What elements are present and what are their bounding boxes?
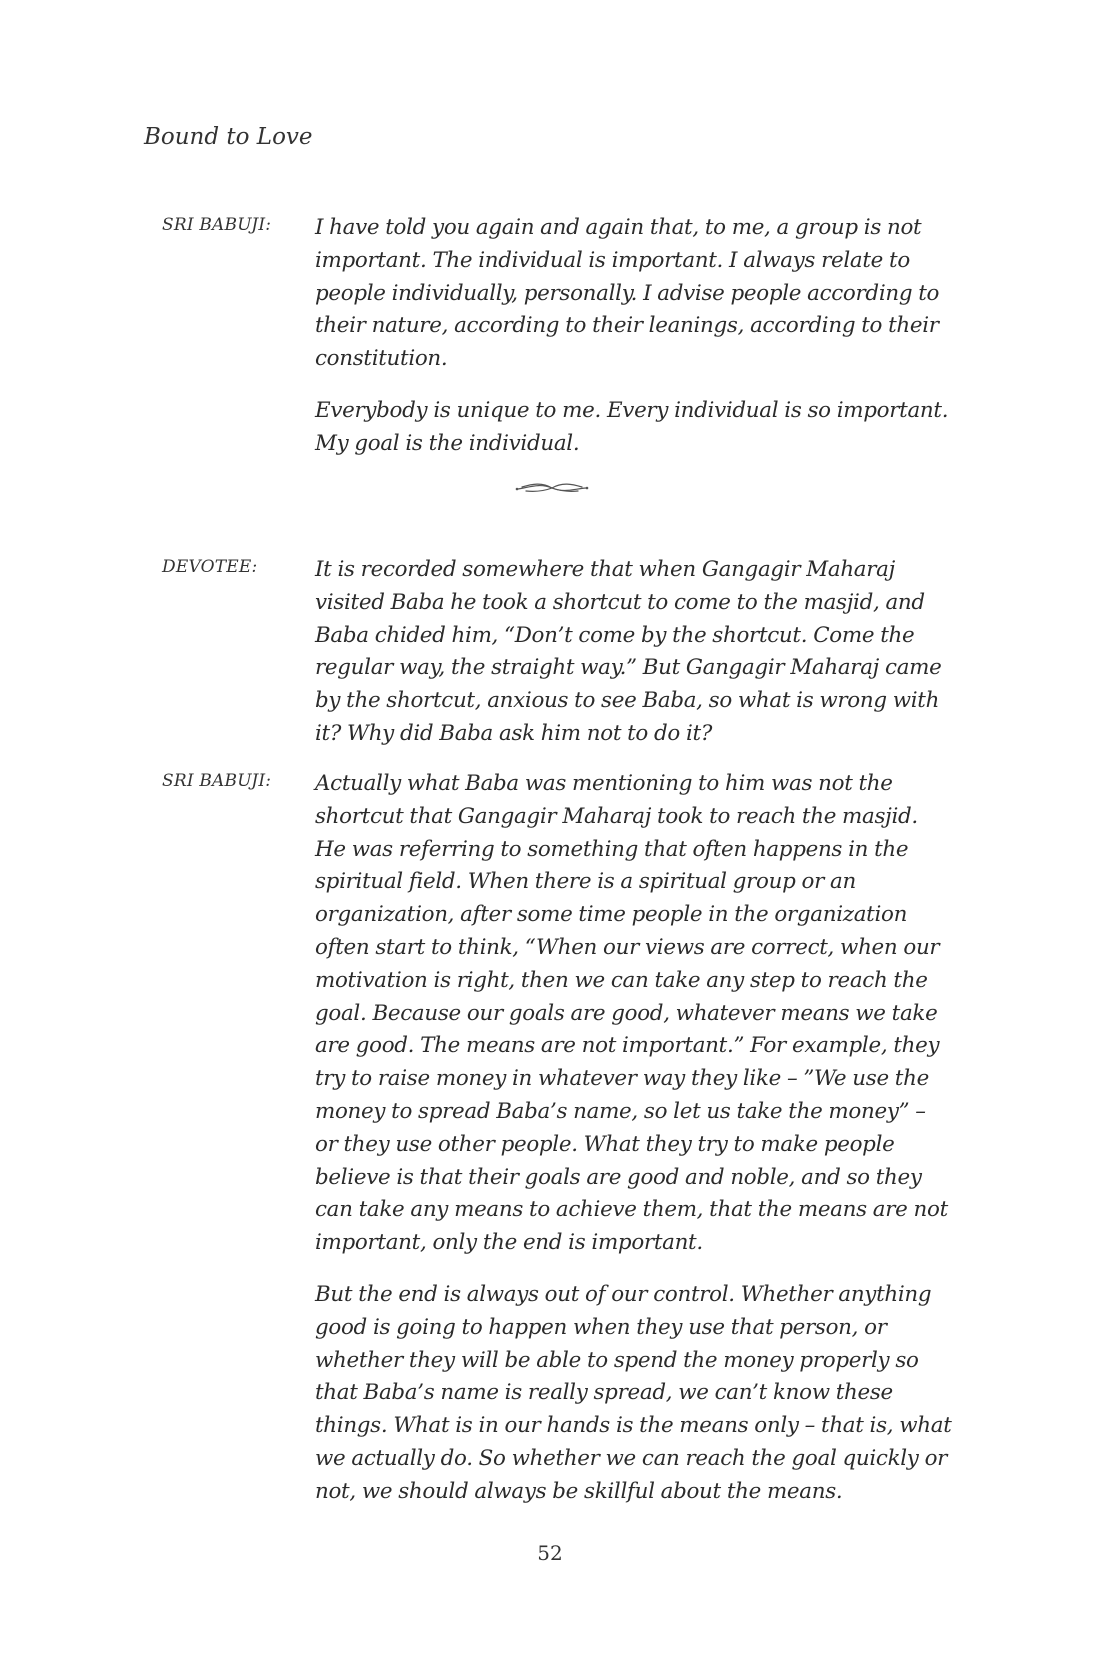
dialogue-entry [162,212,962,480]
dialogue-paragraph: Everybody is unique to me. Every individual is so important. My goal is the individual. [315,397,949,456]
dialogue-paragraph: It is recorded somewhere that when Gangagir Maharaj visited Baba he took a shortcut to come to the masjid, and Baba chided him, “Don’t come by the shortcut. Come the regular way, the straight way.” But Gangagir Maharaj came by the shortcut, anxious to see Baba, so what is wrong with it? Why did Baba ask him not to do it? [315,557,942,746]
dialogue-paragraph: But the end is always out of our control. Whether anything good is going to happen when they use that person, or whether they will be able to spend the money properly so that Baba’s name is really spread, we can’t know these things. What is in our hands is the means only – that is, what we actually do. So whether we can reach the goal quickly or not, we should always be skillful about the means. [315,1281,952,1504]
speaker-label: SRI BABUJI: [162,771,272,791]
dialogue-entry [162,768,962,1528]
ornamental-flourish-icon [514,479,590,497]
running-head-title: Bound to Love [144,124,313,150]
dialogue-entry [162,554,962,770]
dialogue-paragraph: I have told you again and again that, to me, a group is not important. The individual is important. I always relate to people individually, personally. I advise people according to their nature, according to their leanings, according to their constitution. [315,215,940,372]
speaker-label: DEVOTEE: [162,557,258,577]
page-number: 52 [537,1541,563,1565]
speaker-label: SRI BABUJI: [162,215,272,235]
dialogue-paragraph: Actually what Baba was mentioning to him was not the shortcut that Gangagir Maharaj took to reach the masjid. He was referring to something that often happens in the spiritual field. When there is a spiritual group or an organization, after some time people in the organization often start to think, “When our views are correct, when our motivation is right, then we can take any step to reach the goal. Because our goals are good, whatever means we take are good. The means are not important.” For example, they try to raise money in whatever way they like – ”We use the money to spread Baba’s name, so let us take the money” – or they use other people. What they try to make people believe is that their goals are good and noble, and so they can take any means to achieve them, that the means are not important, only the end is important. [315,771,948,1256]
